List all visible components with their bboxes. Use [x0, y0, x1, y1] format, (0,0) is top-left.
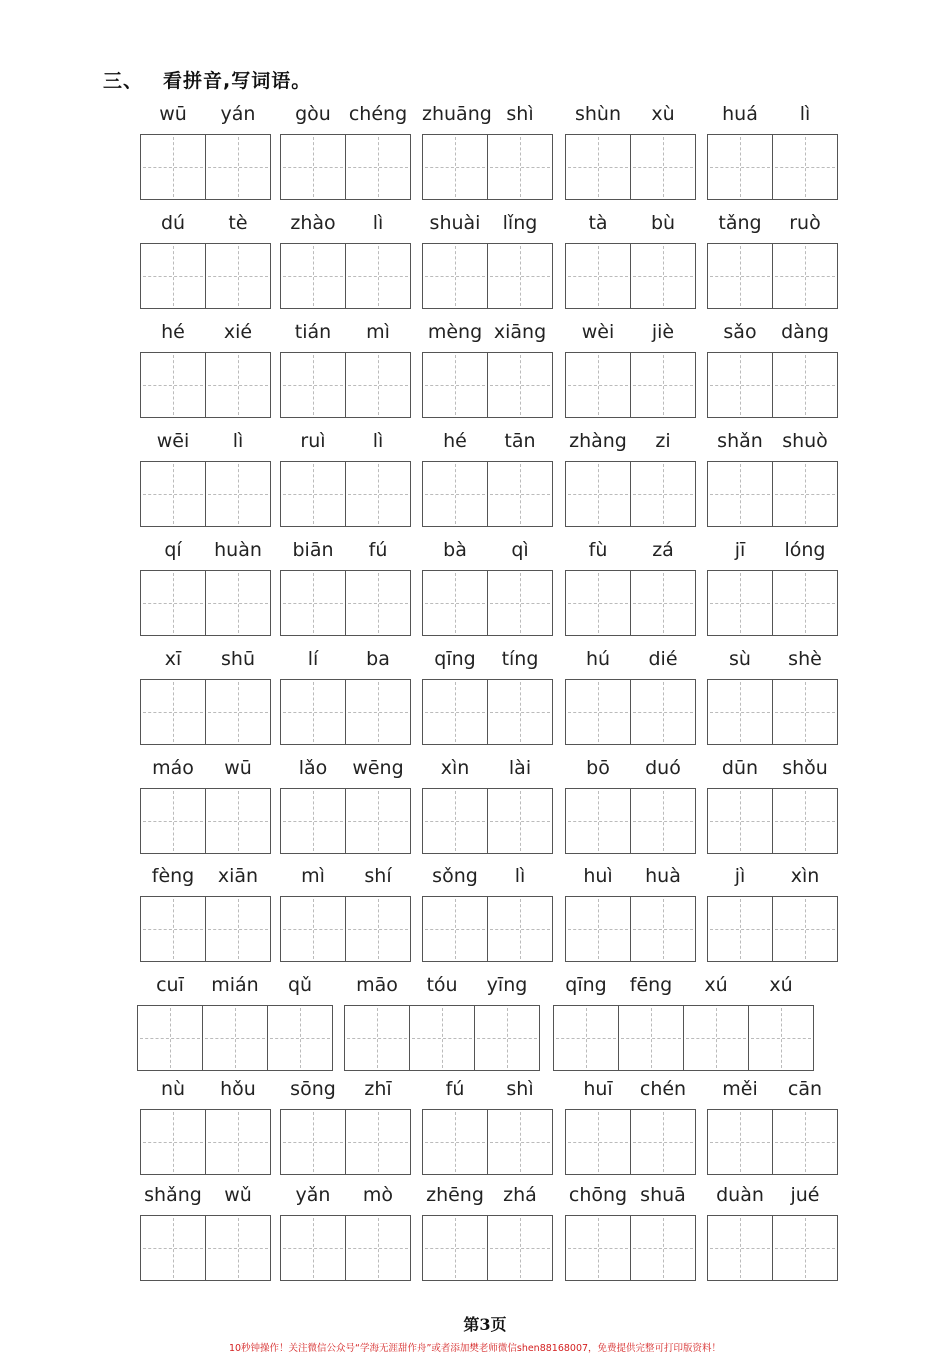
word-group: [565, 1183, 697, 1283]
word-group: [280, 756, 412, 856]
writing-box[interactable]: [565, 461, 631, 527]
writing-box[interactable]: [772, 352, 838, 418]
pinyin-label: cuī: [156, 974, 184, 996]
writing-box[interactable]: [630, 788, 696, 854]
pinyin-label: xú: [769, 974, 793, 996]
writing-box[interactable]: [345, 461, 411, 527]
pinyin-label: zhuāng: [422, 103, 492, 125]
pinyin-label: hé: [161, 321, 185, 343]
pinyin-label: ruò: [789, 212, 821, 234]
pinyin-label: yǎn: [295, 1184, 331, 1206]
writing-box[interactable]: [140, 896, 206, 962]
writing-box[interactable]: [140, 1109, 206, 1175]
writing-box[interactable]: [487, 570, 553, 636]
writing-box[interactable]: [205, 134, 271, 200]
pinyin-label: ba: [366, 648, 390, 670]
pinyin-label: dié: [648, 648, 678, 670]
pinyin-label: tián: [294, 321, 332, 343]
writing-box[interactable]: [422, 1215, 488, 1281]
pinyin-label: huī: [583, 1078, 613, 1100]
word-group: [422, 1183, 554, 1283]
pinyin-label: xiāng: [493, 321, 547, 343]
writing-box[interactable]: [707, 896, 773, 962]
word-group: [707, 429, 839, 529]
writing-box[interactable]: [707, 570, 773, 636]
pinyin-label: mián: [211, 974, 259, 996]
word-group: [565, 538, 697, 638]
word-group: [280, 538, 412, 638]
writing-box[interactable]: [345, 243, 411, 309]
writing-box[interactable]: [707, 461, 773, 527]
pinyin-label: lì: [372, 212, 384, 234]
writing-box[interactable]: [205, 570, 271, 636]
writing-box[interactable]: [630, 1109, 696, 1175]
writing-box[interactable]: [487, 134, 553, 200]
writing-box[interactable]: [205, 1215, 271, 1281]
pinyin-label: lì: [799, 103, 811, 125]
writing-box[interactable]: [630, 1215, 696, 1281]
writing-box[interactable]: [565, 896, 631, 962]
writing-box[interactable]: [487, 461, 553, 527]
writing-box[interactable]: [205, 896, 271, 962]
writing-box[interactable]: [487, 243, 553, 309]
pinyin-label: gòu: [295, 103, 331, 125]
pinyin-label: zhēng: [426, 1184, 484, 1206]
word-group: [422, 211, 554, 311]
pinyin-label: chéng: [348, 103, 408, 125]
pinyin-label: jiè: [651, 321, 675, 343]
writing-box[interactable]: [618, 1005, 684, 1071]
pinyin-label: tǎng: [718, 212, 762, 234]
word-group: [280, 320, 412, 420]
pinyin-label: zhào: [290, 212, 336, 234]
writing-box[interactable]: [630, 243, 696, 309]
writing-box[interactable]: [630, 461, 696, 527]
pinyin-label: wū: [159, 103, 187, 125]
pinyin-label: shǒu: [782, 757, 828, 779]
pinyin-label: sǒng: [432, 865, 478, 887]
writing-box[interactable]: [553, 1005, 619, 1071]
word-group: [565, 647, 697, 747]
writing-box[interactable]: [772, 570, 838, 636]
writing-box[interactable]: [772, 896, 838, 962]
writing-box[interactable]: [707, 679, 773, 745]
word-group: [280, 1183, 412, 1283]
pinyin-label: shùn: [574, 103, 622, 125]
pinyin-label: mì: [366, 321, 390, 343]
word-group: [565, 864, 697, 964]
pinyin-label: duàn: [716, 1184, 764, 1206]
writing-box[interactable]: [565, 243, 631, 309]
pinyin-label: lì: [514, 865, 526, 887]
word-group: [707, 864, 839, 964]
word-group: [280, 211, 412, 311]
writing-box[interactable]: [345, 1215, 411, 1281]
pinyin-label: bō: [586, 757, 610, 779]
pinyin-label: chén: [639, 1078, 687, 1100]
pinyin-label: chōng: [568, 1184, 628, 1206]
word-group: [140, 102, 272, 202]
word-group: [280, 429, 412, 529]
pinyin-label: yán: [220, 103, 256, 125]
writing-box[interactable]: [205, 461, 271, 527]
word-group: [137, 973, 334, 1073]
pinyin-label: qǔ: [287, 974, 313, 996]
pinyin-label: shuò: [782, 430, 828, 452]
word-group: [565, 211, 697, 311]
writing-box[interactable]: [205, 788, 271, 854]
word-group: [280, 864, 412, 964]
writing-box[interactable]: [630, 679, 696, 745]
writing-box[interactable]: [422, 679, 488, 745]
writing-box[interactable]: [344, 1005, 410, 1071]
pinyin-label: hǒu: [220, 1078, 256, 1100]
pinyin-label: shǎn: [717, 430, 763, 452]
section-number: 三、: [103, 70, 144, 92]
word-group: [565, 1077, 697, 1177]
pinyin-label: wǔ: [224, 1184, 252, 1206]
word-group: [707, 1183, 839, 1283]
pinyin-label: měi: [722, 1078, 758, 1100]
writing-box[interactable]: [422, 788, 488, 854]
word-group: [707, 211, 839, 311]
writing-box[interactable]: [630, 134, 696, 200]
writing-box[interactable]: [140, 679, 206, 745]
writing-box[interactable]: [422, 1109, 488, 1175]
writing-box[interactable]: [422, 134, 488, 200]
pinyin-label: mò: [362, 1184, 394, 1206]
writing-box[interactable]: [772, 1215, 838, 1281]
pinyin-label: huì: [583, 865, 613, 887]
pinyin-label: ruì: [300, 430, 326, 452]
writing-box[interactable]: [772, 243, 838, 309]
writing-box[interactable]: [280, 352, 346, 418]
pinyin-label: lǎo: [298, 757, 328, 779]
pinyin-label: shuài: [429, 212, 481, 234]
writing-box[interactable]: [202, 1005, 268, 1071]
writing-box[interactable]: [487, 1109, 553, 1175]
writing-box[interactable]: [630, 352, 696, 418]
writing-box[interactable]: [772, 788, 838, 854]
pinyin-label: xú: [704, 974, 728, 996]
word-group: [140, 211, 272, 311]
pinyin-label: fèng: [151, 865, 195, 887]
writing-box[interactable]: [140, 788, 206, 854]
writing-box[interactable]: [565, 1215, 631, 1281]
writing-box[interactable]: [565, 352, 631, 418]
pinyin-label: zá: [652, 539, 674, 561]
pinyin-label: mì: [301, 865, 325, 887]
pinyin-label: lì: [232, 430, 244, 452]
pinyin-label: qí: [164, 539, 182, 561]
writing-box[interactable]: [409, 1005, 475, 1071]
writing-box[interactable]: [487, 1215, 553, 1281]
word-group: [422, 647, 554, 747]
pinyin-label: sù: [729, 648, 751, 670]
pinyin-label: zhá: [503, 1184, 537, 1206]
writing-box[interactable]: [487, 679, 553, 745]
pinyin-label: duó: [645, 757, 681, 779]
word-group: [422, 864, 554, 964]
pinyin-label: tà: [588, 212, 608, 234]
pinyin-label: yīng: [486, 974, 528, 996]
word-group: [422, 538, 554, 638]
pinyin-label: dú: [160, 212, 186, 234]
pinyin-label: fēng: [629, 974, 673, 996]
writing-box[interactable]: [205, 679, 271, 745]
writing-box[interactable]: [565, 679, 631, 745]
writing-box[interactable]: [565, 788, 631, 854]
word-group: [140, 429, 272, 529]
pinyin-label: wèi: [581, 321, 615, 343]
pinyin-label: máo: [152, 757, 194, 779]
pinyin-label: zhī: [364, 1078, 392, 1100]
writing-box[interactable]: [487, 896, 553, 962]
writing-box[interactable]: [565, 570, 631, 636]
word-group: [707, 538, 839, 638]
pinyin-label: jì: [734, 865, 746, 887]
pinyin-label: sōng: [290, 1078, 336, 1100]
writing-box[interactable]: [630, 896, 696, 962]
writing-box[interactable]: [772, 134, 838, 200]
writing-box[interactable]: [565, 1109, 631, 1175]
pinyin-label: shì: [506, 1078, 534, 1100]
word-group: [422, 102, 554, 202]
word-group: [565, 102, 697, 202]
writing-box[interactable]: [772, 679, 838, 745]
writing-box[interactable]: [345, 1109, 411, 1175]
pinyin-label: huàn: [214, 539, 262, 561]
word-group: [553, 973, 815, 1073]
writing-box[interactable]: [280, 243, 346, 309]
pinyin-label: biān: [292, 539, 334, 561]
pinyin-label: fù: [588, 539, 608, 561]
pinyin-label: tān: [504, 430, 536, 452]
pinyin-label: wēi: [156, 430, 190, 452]
writing-box[interactable]: [280, 896, 346, 962]
word-group: [140, 1077, 272, 1177]
pinyin-label: huá: [722, 103, 758, 125]
word-group: [707, 647, 839, 747]
writing-box[interactable]: [280, 461, 346, 527]
writing-box[interactable]: [140, 352, 206, 418]
pinyin-label: māo: [356, 974, 398, 996]
pinyin-label: xù: [651, 103, 675, 125]
writing-box[interactable]: [345, 896, 411, 962]
writing-box[interactable]: [267, 1005, 333, 1071]
pinyin-label: dūn: [721, 757, 759, 779]
pinyin-label: zi: [655, 430, 671, 452]
writing-box[interactable]: [345, 679, 411, 745]
pinyin-label: wēng: [352, 757, 404, 779]
word-group: [140, 756, 272, 856]
pinyin-label: jué: [790, 1184, 820, 1206]
pinyin-label: fú: [368, 539, 388, 561]
word-group: [565, 429, 697, 529]
pinyin-label: nù: [160, 1078, 186, 1100]
writing-box[interactable]: [345, 134, 411, 200]
writing-box[interactable]: [422, 896, 488, 962]
pinyin-label: jī: [734, 539, 746, 561]
writing-box[interactable]: [772, 461, 838, 527]
footer-note: 10秒钟操作！关注微信公众号“学海无涯甜作舟”或者添加樊老师微信shen88168007，免费提供完整可打印版资料！: [228, 1343, 722, 1354]
writing-box[interactable]: [140, 243, 206, 309]
writing-box[interactable]: [205, 352, 271, 418]
writing-box[interactable]: [140, 461, 206, 527]
writing-box[interactable]: [137, 1005, 203, 1071]
word-group: [422, 756, 554, 856]
pinyin-label: xié: [223, 321, 253, 343]
writing-box[interactable]: [345, 570, 411, 636]
word-group: [565, 320, 697, 420]
word-group: [707, 102, 839, 202]
word-group: [422, 1077, 554, 1177]
word-group: [140, 647, 272, 747]
writing-box[interactable]: [280, 679, 346, 745]
writing-box[interactable]: [474, 1005, 540, 1071]
pinyin-label: shí: [364, 865, 392, 887]
pinyin-label: sǎo: [723, 321, 757, 343]
word-group: [140, 538, 272, 638]
writing-box[interactable]: [422, 570, 488, 636]
pinyin-label: qì: [511, 539, 529, 561]
word-group: [422, 320, 554, 420]
writing-box[interactable]: [345, 352, 411, 418]
writing-box[interactable]: [707, 352, 773, 418]
word-group: [280, 1077, 412, 1177]
pinyin-label: lóng: [784, 539, 826, 561]
pinyin-label: xìn: [440, 757, 470, 779]
word-group: [707, 320, 839, 420]
pinyin-label: xī: [164, 648, 182, 670]
pinyin-label: shè: [788, 648, 822, 670]
word-group: [707, 756, 839, 856]
pinyin-label: hé: [443, 430, 467, 452]
writing-box[interactable]: [280, 570, 346, 636]
pinyin-label: cān: [787, 1078, 823, 1100]
word-group: [344, 973, 541, 1073]
writing-box[interactable]: [487, 788, 553, 854]
writing-box[interactable]: [205, 243, 271, 309]
writing-box[interactable]: [683, 1005, 749, 1071]
pinyin-label: tè: [228, 212, 248, 234]
pinyin-label: dàng: [781, 321, 829, 343]
word-group: [140, 864, 272, 964]
writing-box[interactable]: [280, 1215, 346, 1281]
writing-box[interactable]: [707, 1215, 773, 1281]
word-group: [280, 647, 412, 747]
writing-box[interactable]: [345, 788, 411, 854]
writing-box[interactable]: [707, 134, 773, 200]
pinyin-label: xiān: [217, 865, 259, 887]
pinyin-label: lài: [508, 757, 532, 779]
writing-box[interactable]: [487, 352, 553, 418]
writing-box[interactable]: [205, 1109, 271, 1175]
writing-box[interactable]: [707, 1109, 773, 1175]
writing-box[interactable]: [630, 570, 696, 636]
writing-box[interactable]: [707, 788, 773, 854]
pinyin-label: shuā: [640, 1184, 686, 1206]
pinyin-label: xìn: [790, 865, 820, 887]
pinyin-label: mèng: [427, 321, 483, 343]
writing-box[interactable]: [707, 243, 773, 309]
word-group: [565, 756, 697, 856]
writing-box[interactable]: [140, 570, 206, 636]
writing-box[interactable]: [748, 1005, 814, 1071]
writing-box[interactable]: [422, 243, 488, 309]
writing-box[interactable]: [140, 134, 206, 200]
pinyin-label: hú: [585, 648, 611, 670]
word-group: [280, 102, 412, 202]
writing-box[interactable]: [422, 461, 488, 527]
word-group: [422, 429, 554, 529]
pinyin-label: qīng: [565, 974, 607, 996]
writing-box[interactable]: [280, 1109, 346, 1175]
page-number: 第3页: [463, 1315, 507, 1334]
writing-box[interactable]: [280, 134, 346, 200]
pinyin-label: shǎng: [144, 1184, 202, 1206]
writing-box[interactable]: [772, 1109, 838, 1175]
pinyin-label: qīng: [434, 648, 476, 670]
pinyin-label: lì: [372, 430, 384, 452]
pinyin-label: fú: [445, 1078, 465, 1100]
pinyin-label: wū: [224, 757, 252, 779]
pinyin-label: bà: [443, 539, 467, 561]
pinyin-label: lǐng: [502, 212, 538, 234]
writing-box[interactable]: [280, 788, 346, 854]
writing-box[interactable]: [140, 1215, 206, 1281]
pinyin-label: tóu: [426, 974, 458, 996]
pinyin-label: zhàng: [569, 430, 627, 452]
pinyin-label: tíng: [501, 648, 539, 670]
word-group: [707, 1077, 839, 1177]
word-group: [140, 320, 272, 420]
pinyin-label: huà: [645, 865, 681, 887]
pinyin-label: bù: [650, 212, 676, 234]
pinyin-label: shì: [506, 103, 534, 125]
word-group: [140, 1183, 272, 1283]
writing-box[interactable]: [565, 134, 631, 200]
pinyin-label: lí: [307, 648, 319, 670]
section-title: 看拼音,写词语。: [163, 70, 312, 92]
writing-box[interactable]: [422, 352, 488, 418]
pinyin-label: shū: [221, 648, 255, 670]
